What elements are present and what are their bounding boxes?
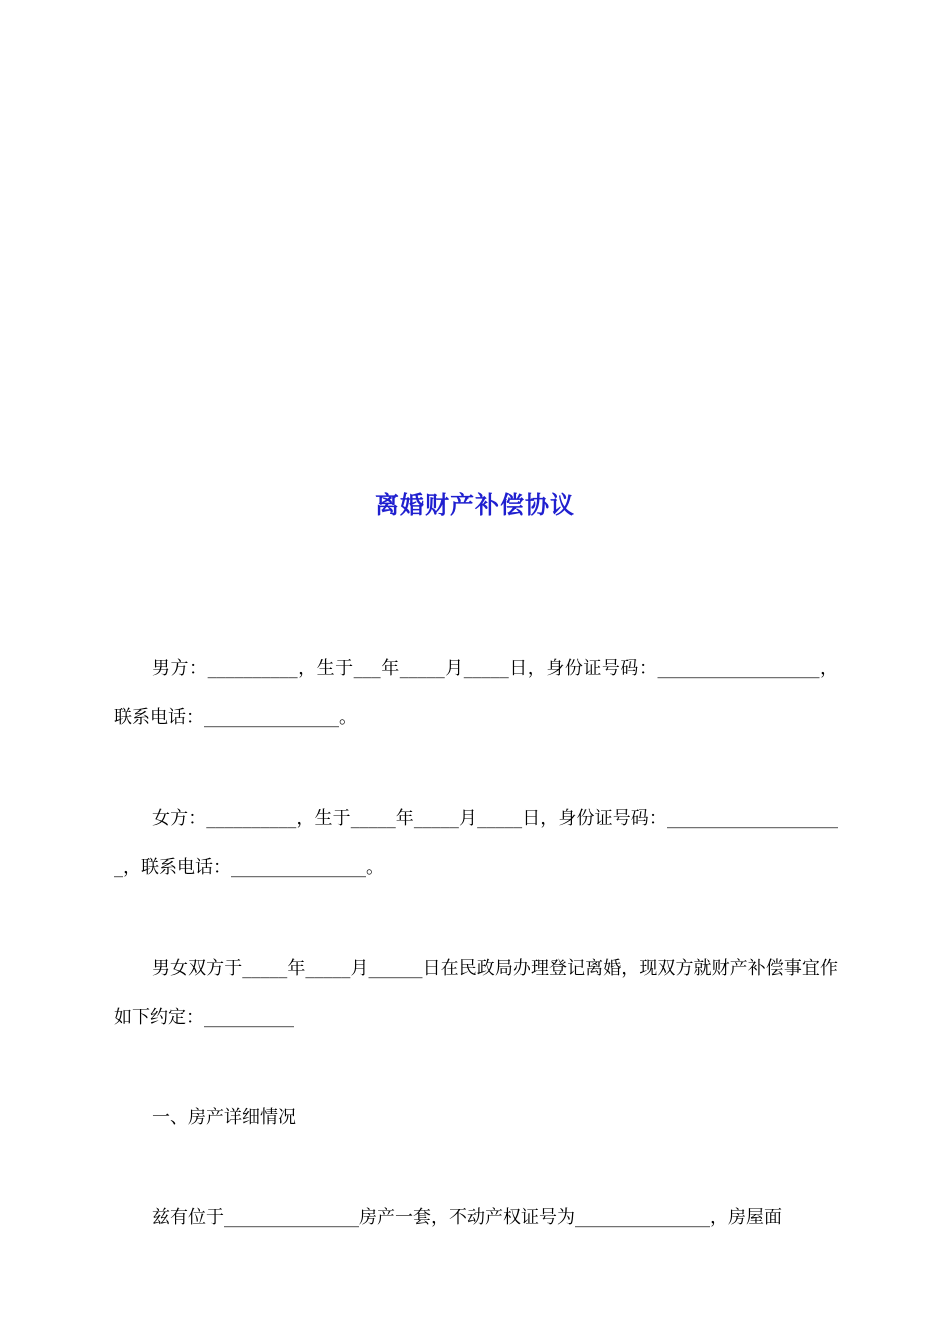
paragraph-property-details: 兹有位于_______________房产一套，不动产权证号为_______________，房屋面 <box>152 1207 782 1228</box>
paragraph-divorce-statement: 男女双方于_____年_____月______日在民政局办理登记离婚，现双方就财产补偿事宜作如下约定：__________ <box>114 958 838 1028</box>
paragraph-male-party: 男方：__________，生于___年_____月_____日，身份证号码：__________________，联系电话：_______________。 <box>114 658 838 728</box>
section-heading-property: 一、房产详细情况 <box>152 1107 296 1128</box>
document-title: 离婚财产补偿协议 <box>375 490 575 519</box>
paragraph-female-party: 女方：__________，生于_____年_____月_____日，身份证号码：____________________，联系电话：_______________。 <box>114 808 838 878</box>
